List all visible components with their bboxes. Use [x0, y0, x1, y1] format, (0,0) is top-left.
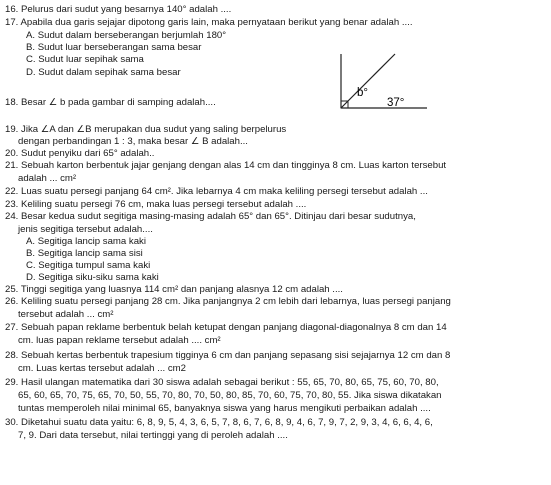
question-28: [5, 350, 450, 362]
question-number: 28.: [5, 350, 19, 361]
question-text: Sebuah karton berbentuk jajar genjang dengan alas 14 cm dan tingginya 8 cm. Luas karton tersebut: [21, 160, 447, 171]
question-number: 24.: [5, 211, 19, 222]
question-text: Sebuah papan reklame berbentuk belah ketupat dengan panjang diagonal-diagonalnya 8 cm dan 14: [21, 322, 447, 333]
question-number: 23.: [5, 199, 19, 210]
question-28-cont: cm. Luas kertas tersebut adalah ... cm2: [18, 363, 186, 374]
question-text: Besar kedua sudut segitiga masing-masing adalah 65° dan 65°. Ditinjau dari besar sudutnya,: [21, 211, 416, 222]
question-24-cont: jenis segitiga tersebut adalah....: [18, 224, 153, 235]
question-30-cont: 7, 9. Dari data tersebut, nilai tertinggi yang di peroleh adalah ....: [18, 430, 288, 441]
question-21-cont: adalah ... cm²: [18, 173, 77, 184]
question-text: Jika ∠A dan ∠B merupakan dua sudut yang saling berpelurus: [21, 124, 287, 135]
question-22: [5, 186, 428, 198]
question-27: [5, 322, 447, 334]
question-24: [5, 211, 416, 223]
option-d: D. Sudut dalam sepihak sama besar: [26, 67, 181, 78]
question-26: [5, 296, 451, 308]
question-19-cont: dengan perbandingan 1 : 3, maka besar ∠ B adalah...: [18, 136, 248, 147]
question-text: Apabila dua garis sejajar dipotong garis lain, maka pernyataan berikut yang benar adalah ....: [20, 17, 413, 28]
question-21: [5, 160, 446, 172]
question-number: 18.: [5, 97, 19, 108]
question-20: [5, 148, 154, 160]
question-text: Sebuah kertas berbentuk trapesium tigginya 6 cm dan panjang sepasang sisi sejajarnya 12 cm dan 8: [21, 350, 451, 361]
question-number: 21.: [5, 160, 19, 171]
question-text: Besar ∠ b pada gambar di samping adalah....: [21, 97, 216, 108]
question-19: [5, 124, 286, 136]
option-c: C. Sudut luar sepihak sama: [26, 54, 144, 65]
question-30: [5, 417, 433, 429]
question-text: Tinggi segitiga yang luasnya 114 cm² dan panjang alasnya 12 cm adalah ....: [20, 284, 343, 295]
question-text: Keliling suatu persegi 76 cm, maka luas persegi tersebut adalah ....: [21, 199, 307, 210]
question-text: Luas suatu persegi panjang 64 cm². Jika lebarnya 4 cm maka keliling persegi tersebut adalah ...: [21, 186, 428, 197]
option-d: D. Segitiga siku-siku sama kaki: [26, 272, 159, 283]
question-number: 19.: [5, 124, 19, 135]
question-17: [5, 17, 412, 29]
question-number: 26.: [5, 296, 19, 307]
angle-diagram: [337, 52, 429, 116]
question-text: Diketahui suatu data yaitu: 6, 8, 9, 5, 4, 3, 6, 5, 7, 8, 6, 7, 6, 8, 9, 4, 6, 7, 9, 7, 2, 9, 3, 4, 6, 6, 4, 6,: [21, 417, 433, 428]
question-number: 16.: [5, 4, 19, 15]
question-text: Sudut penyiku dari 65° adalah..: [21, 148, 155, 159]
question-29-cont: 65, 60, 65, 70, 75, 65, 70, 50, 55, 70, 80, 70, 50, 80, 85, 70, 60, 75, 70, 80, 55. Jika siswa dikatakan: [18, 390, 442, 401]
question-text: Hasil ulangan matematika dari 30 siswa adalah sebagai berikut : 55, 65, 70, 80, 65, 75, 60, 70, 80,: [21, 377, 439, 388]
question-29-cont2: tuntas memperoleh nilai minimal 65, banyaknya siswa yang harus mengikuti perbaikan adalah ....: [18, 403, 431, 414]
question-number: 17.: [5, 17, 19, 28]
question-27-cont: cm. luas papan reklame tersebut adalah .... cm²: [18, 335, 221, 346]
option-a: A. Segitiga lancip sama kaki: [26, 236, 146, 247]
question-29: [5, 377, 439, 389]
angle-37-label: 37°: [387, 97, 405, 109]
question-number: 27.: [5, 322, 19, 333]
question-number: 25.: [5, 284, 19, 295]
question-23: [5, 199, 306, 211]
question-number: 22.: [5, 186, 19, 197]
option-c: C. Segitiga tumpul sama kaki: [26, 260, 151, 271]
option-a: A. Sudut dalam berseberangan berjumlah 180°: [26, 30, 227, 41]
option-b: B. Segitiga lancip sama sisi: [26, 248, 143, 259]
question-text: Pelurus dari sudut yang besarnya 140° adalah ....: [21, 4, 232, 15]
question-number: 29.: [5, 377, 19, 388]
question-number: 30.: [5, 417, 19, 428]
question-18: [5, 97, 216, 109]
angle-figure: [337, 52, 429, 116]
question-16: [5, 4, 231, 16]
question-text: Keliling suatu persegi panjang 28 cm. Jika panjangnya 2 cm lebih dari lebarnya, luas persegi panjang: [21, 296, 451, 307]
angle-b-label: b°: [357, 87, 368, 99]
option-b: B. Sudut luar berseberangan sama besar: [26, 42, 202, 53]
question-25: [5, 284, 343, 296]
question-26-cont: tersebut adalah ... cm²: [18, 309, 114, 320]
question-number: 20.: [5, 148, 19, 159]
